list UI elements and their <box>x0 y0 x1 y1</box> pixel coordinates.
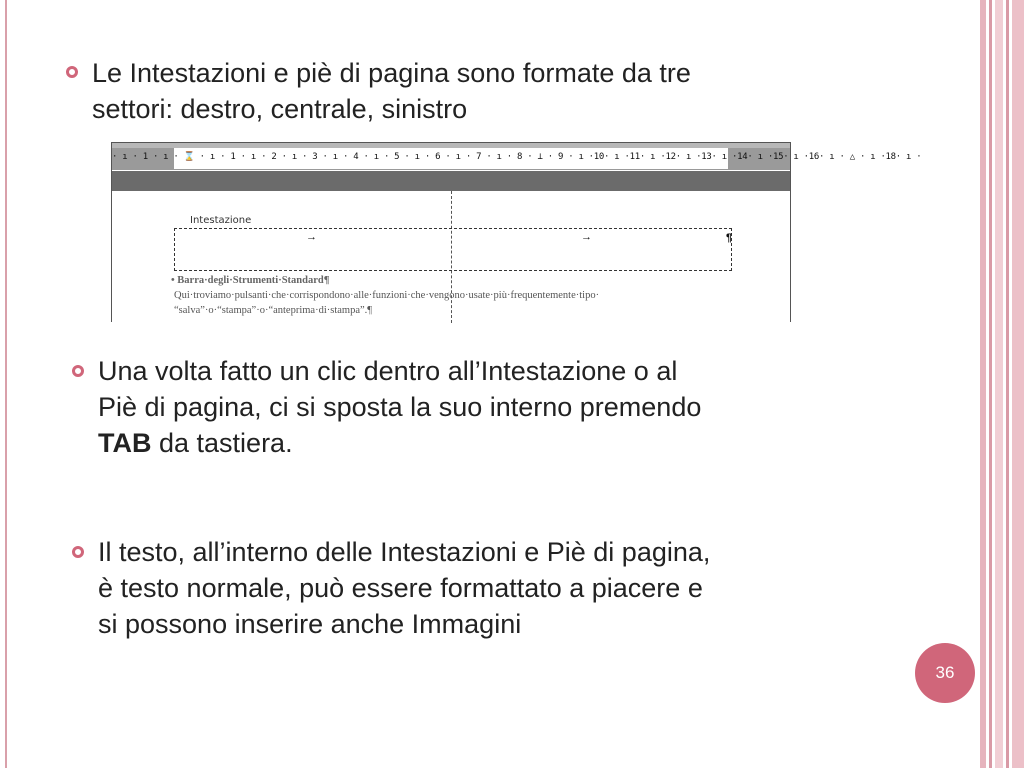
text-line: Una volta fatto un clic dentro all’Intestazione o al <box>98 356 678 386</box>
text-line: Le Intestazioni e piè di pagina sono formate da tre <box>92 58 691 88</box>
body-line: “salva”·o·“stampa”·o·“anteprima·di·stampa”.¶ <box>174 305 373 316</box>
text-line: Il testo, all’interno delle Intestazioni e Piè di pagina, <box>98 537 711 567</box>
key-name: TAB <box>98 428 152 458</box>
bullet-icon <box>72 365 84 377</box>
page-number-badge: 36 <box>915 643 975 703</box>
body-line: Qui·troviamo·pulsanti·che·corrispondono·alle·funzioni·che·vengono·usate·più·frequentemente·tipo· <box>174 290 600 301</box>
body-heading: • Barra·degli·Strumenti·Standard¶ <box>171 275 330 286</box>
header-area-box <box>174 228 732 271</box>
text-line: Piè di pagina, ci si sposta la suo interno premendo <box>98 392 702 422</box>
header-label: Intestazione <box>190 215 252 226</box>
tab-arrow-icon: → <box>581 231 592 243</box>
bullet-text-3 <box>98 534 710 642</box>
ruler <box>112 148 922 170</box>
bullet-icon <box>72 546 84 558</box>
left-frame-line <box>5 0 7 768</box>
right-decorative-stripes <box>980 0 1024 768</box>
text-line-rest: da tastiera. <box>151 428 293 458</box>
bullet-text-1 <box>92 55 691 127</box>
text-line: si possono inserire anche Immagini <box>98 609 522 639</box>
document-page <box>112 191 790 323</box>
bullet-icon <box>66 66 78 78</box>
ruler-shadow <box>112 171 790 191</box>
text-line <box>98 425 701 461</box>
ruler-scale: · ı · 1 · ı · ⌛ · ı · 1 · ı · 2 · ı · 3 · ı · 4 · ı · 5 · ı · 6 · ı · 7 · ı · 8 · ⊥ · 9 · ı ·10· ı ·11· ı ·12· ı ·13· ı ·14· ı ·15· ı ·16· ı · △ · ı ·18· ı · <box>112 152 922 162</box>
word-header-screenshot <box>111 142 922 322</box>
tab-arrow-icon: → <box>306 231 317 243</box>
text-line: settori: destro, centrale, sinistro <box>92 94 468 124</box>
text-line: è testo normale, può essere formattato a piacere e <box>98 573 703 603</box>
bullet-text-2 <box>98 353 701 461</box>
pilcrow-icon: ¶ <box>726 232 733 244</box>
